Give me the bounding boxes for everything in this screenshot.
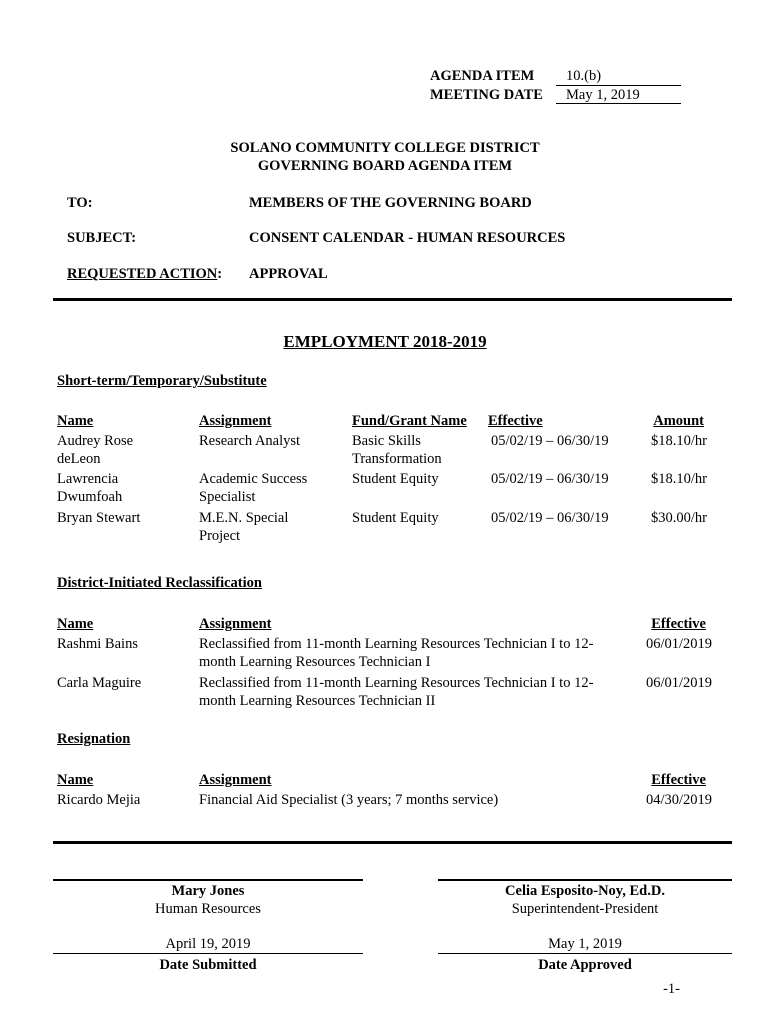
short-term-col-amount: Amount	[653, 413, 704, 429]
submitter-name: Mary Jones	[171, 883, 245, 899]
row-effective: 05/02/19 – 06/30/19	[491, 433, 609, 449]
resignation-col-assignment: Assignment	[199, 772, 272, 788]
row-name: Rashmi Bains	[57, 636, 138, 652]
row-name: Carla Maguire	[57, 675, 142, 691]
row-assignment-cont: month Learning Resources Technician II	[199, 693, 436, 709]
agenda-item-label: AGENDA ITEM	[430, 68, 535, 84]
subject-value: CONSENT CALENDAR - HUMAN RESOURCES	[249, 230, 566, 246]
page-number: -1-	[663, 981, 680, 997]
submitter-title: Human Resources	[155, 901, 261, 917]
row-assignment: Financial Aid Specialist (3 years; 7 months service)	[199, 792, 499, 808]
requested-action-value: APPROVAL	[249, 266, 328, 282]
requested-action-label	[67, 265, 222, 283]
row-effective: 06/01/2019	[645, 636, 712, 652]
row-assignment-cont: Project	[199, 528, 241, 544]
row-assignment-cont: month Learning Resources Technician I	[199, 654, 431, 670]
approver-title: Superintendent-President	[511, 901, 659, 917]
row-name-cont: Dwumfoah	[57, 489, 123, 505]
board-agenda-title: GOVERNING BOARD AGENDA ITEM	[257, 158, 513, 174]
row-assignment: M.E.N. Special	[199, 510, 289, 526]
right-signature-line	[438, 879, 732, 881]
row-assignment: Research Analyst	[199, 433, 301, 449]
resignation-col-effective: Effective	[651, 772, 706, 788]
date-approved-value: May 1, 2019	[548, 936, 622, 952]
to-label: TO:	[67, 195, 93, 211]
short-term-col-effective: Effective	[488, 413, 543, 429]
short-term-col-fund: Fund/Grant Name	[352, 413, 467, 429]
resignation-heading: Resignation	[57, 731, 131, 747]
row-assignment: Reclassified from 11-month Learning Resources Technician I to 12-	[199, 636, 594, 652]
reclass-col-effective: Effective	[651, 616, 706, 632]
requested-action-colon: :	[217, 266, 223, 282]
meeting-date-value: May 1, 2019	[566, 87, 640, 103]
row-name: Audrey Rose	[57, 433, 134, 449]
row-effective: 05/02/19 – 06/30/19	[491, 471, 609, 487]
row-effective: 06/01/2019	[645, 675, 712, 691]
short-term-heading: Short-term/Temporary/Substitute	[57, 373, 267, 389]
subject-label: SUBJECT:	[67, 230, 137, 246]
meeting-date-label: MEETING DATE	[430, 87, 543, 103]
row-effective: 04/30/2019	[645, 792, 712, 808]
date-submitted-line	[53, 953, 363, 954]
district-title: SOLANO COMMUNITY COLLEGE DISTRICT	[230, 140, 540, 156]
date-approved-label: Date Approved	[538, 957, 632, 973]
header-divider	[53, 298, 732, 301]
date-submitted-label: Date Submitted	[159, 957, 257, 973]
left-signature-line	[53, 879, 363, 881]
resignation-col-name: Name	[57, 772, 94, 788]
short-term-col-name: Name	[57, 413, 94, 429]
row-fund: Student Equity	[352, 510, 439, 526]
short-term-col-assignment: Assignment	[199, 413, 272, 429]
row-effective: 05/02/19 – 06/30/19	[491, 510, 609, 526]
row-amount: $18.10/hr	[651, 433, 707, 449]
meeting-date-underline	[556, 103, 681, 104]
reclass-col-assignment: Assignment	[199, 616, 272, 632]
to-value: MEMBERS OF THE GOVERNING BOARD	[249, 195, 532, 211]
footer-divider	[53, 841, 732, 844]
row-name: Lawrencia	[57, 471, 119, 487]
date-approved-line	[438, 953, 732, 954]
date-submitted-value: April 19, 2019	[165, 936, 251, 952]
row-fund: Basic Skills	[352, 433, 421, 449]
row-assignment-cont: Specialist	[199, 489, 256, 505]
row-amount: $30.00/hr	[651, 510, 707, 526]
requested-action-label-text: REQUESTED ACTION	[67, 266, 218, 282]
approver-name: Celia Esposito-Noy, Ed.D.	[505, 883, 665, 899]
row-name: Bryan Stewart	[57, 510, 141, 526]
employment-title: EMPLOYMENT 2018-2019	[283, 332, 487, 351]
row-name-cont: deLeon	[57, 451, 101, 467]
reclass-col-name: Name	[57, 616, 94, 632]
agenda-item-value: 10.(b)	[566, 68, 602, 84]
reclass-heading: District-Initiated Reclassification	[57, 575, 262, 591]
row-name: Ricardo Mejia	[57, 792, 141, 808]
row-assignment: Reclassified from 11-month Learning Resources Technician I to 12-	[199, 675, 594, 691]
row-assignment: Academic Success	[199, 471, 308, 487]
row-fund-cont: Transformation	[352, 451, 442, 467]
row-amount: $18.10/hr	[651, 471, 707, 487]
row-fund: Student Equity	[352, 471, 439, 487]
